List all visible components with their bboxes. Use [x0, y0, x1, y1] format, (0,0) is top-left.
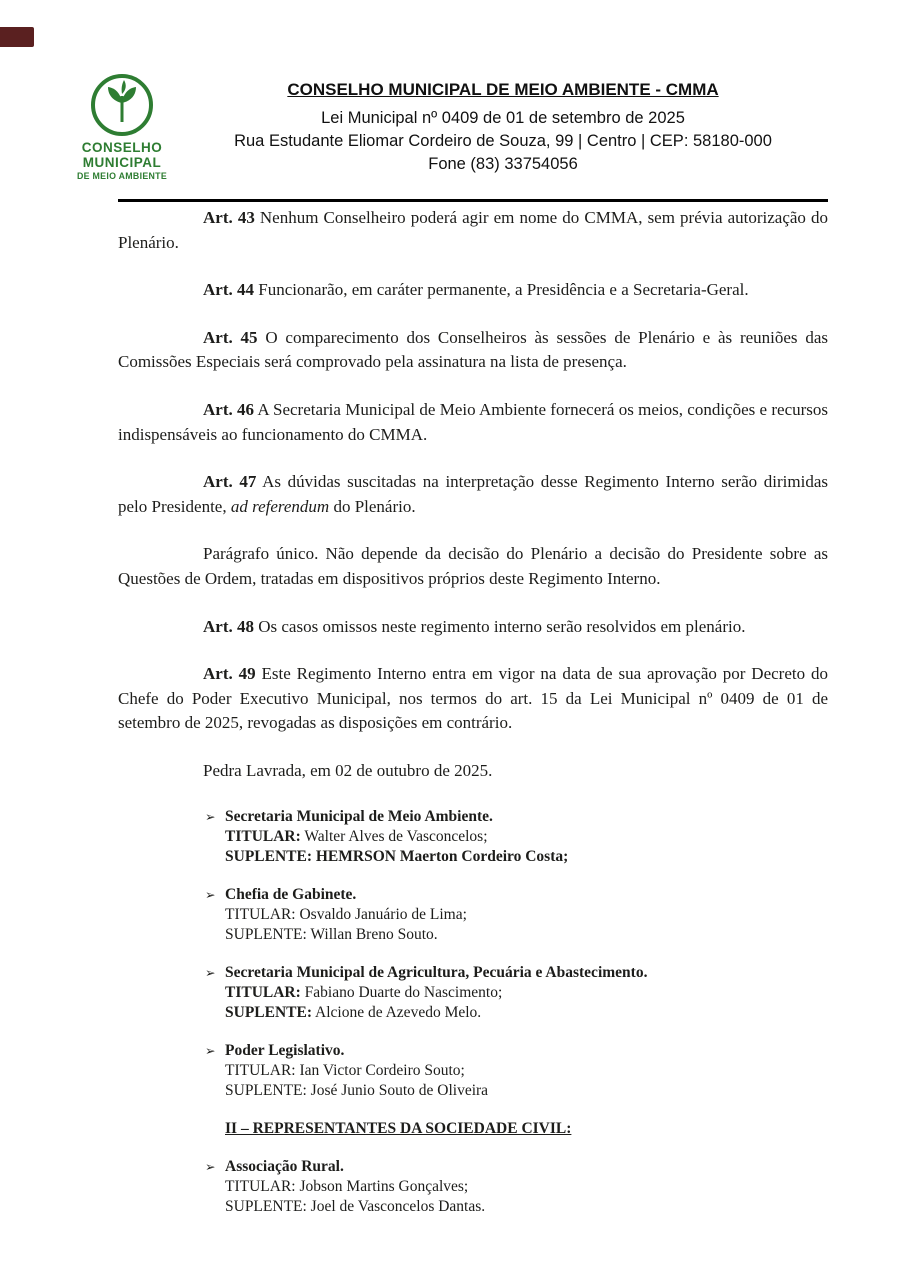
- arrow-bullet-icon: ➢: [205, 1042, 216, 1058]
- paragraph-art-45: Art. 45 O comparecimento dos Conselheiros às sessões de Plenário e às reuniões das Comissões Especiais será comprovado pela assinatura na lista de presença.: [118, 327, 828, 372]
- date-line: Pedra Lavrada, em 02 de outubro de 2025.: [203, 760, 493, 780]
- arrow-bullet-icon: ➢: [205, 886, 216, 902]
- member-titular: TITULAR: Jobson Martins Gonçalves;: [225, 1177, 469, 1195]
- list-item-chefia-gabinete: [205, 885, 828, 945]
- paragraph-art-46: Art. 46 A Secretaria Municipal de Meio Ambiente fornecerá os meios, condições e recursos indispensáveis ao funcionamento do CMMA.: [118, 399, 829, 444]
- member-title: Secretaria Municipal de Meio Ambiente.: [225, 807, 493, 825]
- cmma-logo: [68, 72, 176, 181]
- member-suplente: SUPLENTE: Willan Breno Souto.: [225, 925, 438, 943]
- paragraph-art-44: Art. 44 Funcionarão, em caráter permanente, a Presidência e a Secretaria-Geral.: [203, 280, 749, 300]
- member-suplente: SUPLENTE: Alcione de Azevedo Melo.: [225, 1003, 482, 1021]
- paragraph-art-49: Art. 49 Este Regimento Interno entra em vigor na data de sua aprovação por Decreto do Chefe do Poder Executivo Municipal, nos termos do art. 15 da Lei Municipal nº 0409 de 01 de setembro de 2025, revogadas as disposições em contrário.: [118, 664, 828, 733]
- arrow-bullet-icon: ➢: [205, 808, 216, 824]
- section-heading-sociedade-civil: II – REPRESENTANTES DA SOCIEDADE CIVIL:: [225, 1119, 572, 1137]
- list-item-agricultura: [205, 963, 828, 1023]
- list-item-meio-ambiente: [205, 807, 828, 867]
- member-suplente: SUPLENTE: HEMRSON Maerton Cordeiro Costa;: [225, 847, 569, 865]
- member-suplente: SUPLENTE: Joel de Vasconcelos Dantas.: [225, 1197, 486, 1215]
- logo-text-line2: MUNICIPAL: [82, 155, 162, 170]
- phone-line: Fone (83) 33754056: [428, 155, 578, 173]
- document-body: [118, 206, 828, 1235]
- member-titular: TITULAR: Osvaldo Januário de Lima;: [225, 905, 467, 923]
- paragraph-art-43: Art. 43 Nenhum Conselheiro poderá agir em nome do CMMA, sem prévia autorização do Plenário.: [118, 208, 829, 252]
- paragraph-paragrafo-unico: Parágrafo único. Não depende da decisão do Plenário a decisão do Presidente sobre as Questões de Ordem, tratadas em dispositivos próprios deste Regimento Interno.: [118, 544, 828, 588]
- paragraph-art-48: Art. 48 Os casos omissos neste regimento interno serão resolvidos em plenário.: [203, 616, 746, 636]
- law-line: Lei Municipal nº 0409 de 01 de setembro de 2025: [321, 109, 685, 127]
- member-title: Secretaria Municipal de Agricultura, Pecuária e Abastecimento.: [225, 963, 648, 981]
- member-titular: TITULAR: Ian Victor Cordeiro Souto;: [225, 1061, 465, 1079]
- address-line: Rua Estudante Eliomar Cordeiro de Souza, 99 | Centro | CEP: 58180-000: [234, 132, 772, 150]
- members-list: [205, 807, 828, 1217]
- list-item-associacao-rural: [205, 1157, 828, 1217]
- logo-text-line1: CONSELHO: [81, 140, 163, 155]
- header-divider: [118, 199, 828, 202]
- logo-text-line3: DE MEIO AMBIENTE: [76, 171, 167, 181]
- member-titular: TITULAR: Fabiano Duarte do Nascimento;: [225, 983, 503, 1001]
- member-title: Poder Legislativo.: [225, 1041, 345, 1059]
- corner-mark: [0, 27, 34, 47]
- member-suplente: SUPLENTE: José Junio Souto de Oliveira: [225, 1081, 489, 1099]
- member-title: Chefia de Gabinete.: [225, 885, 357, 903]
- list-item-poder-legislativo: [205, 1041, 828, 1101]
- arrow-bullet-icon: ➢: [205, 964, 216, 980]
- document-title: CONSELHO MUNICIPAL DE MEIO AMBIENTE - CMMA: [287, 80, 719, 99]
- arrow-bullet-icon: ➢: [205, 1158, 216, 1174]
- member-title: Associação Rural.: [225, 1157, 344, 1175]
- paragraph-art-47: Art. 47 As dúvidas suscitadas na interpretação desse Regimento Interno serão dirimidas pelo Presidente, ad referendum do Plenário.: [118, 472, 828, 516]
- letterhead: [178, 80, 828, 176]
- member-titular: TITULAR: Walter Alves de Vasconcelos;: [225, 827, 488, 845]
- plant-circle-icon: [68, 72, 176, 138]
